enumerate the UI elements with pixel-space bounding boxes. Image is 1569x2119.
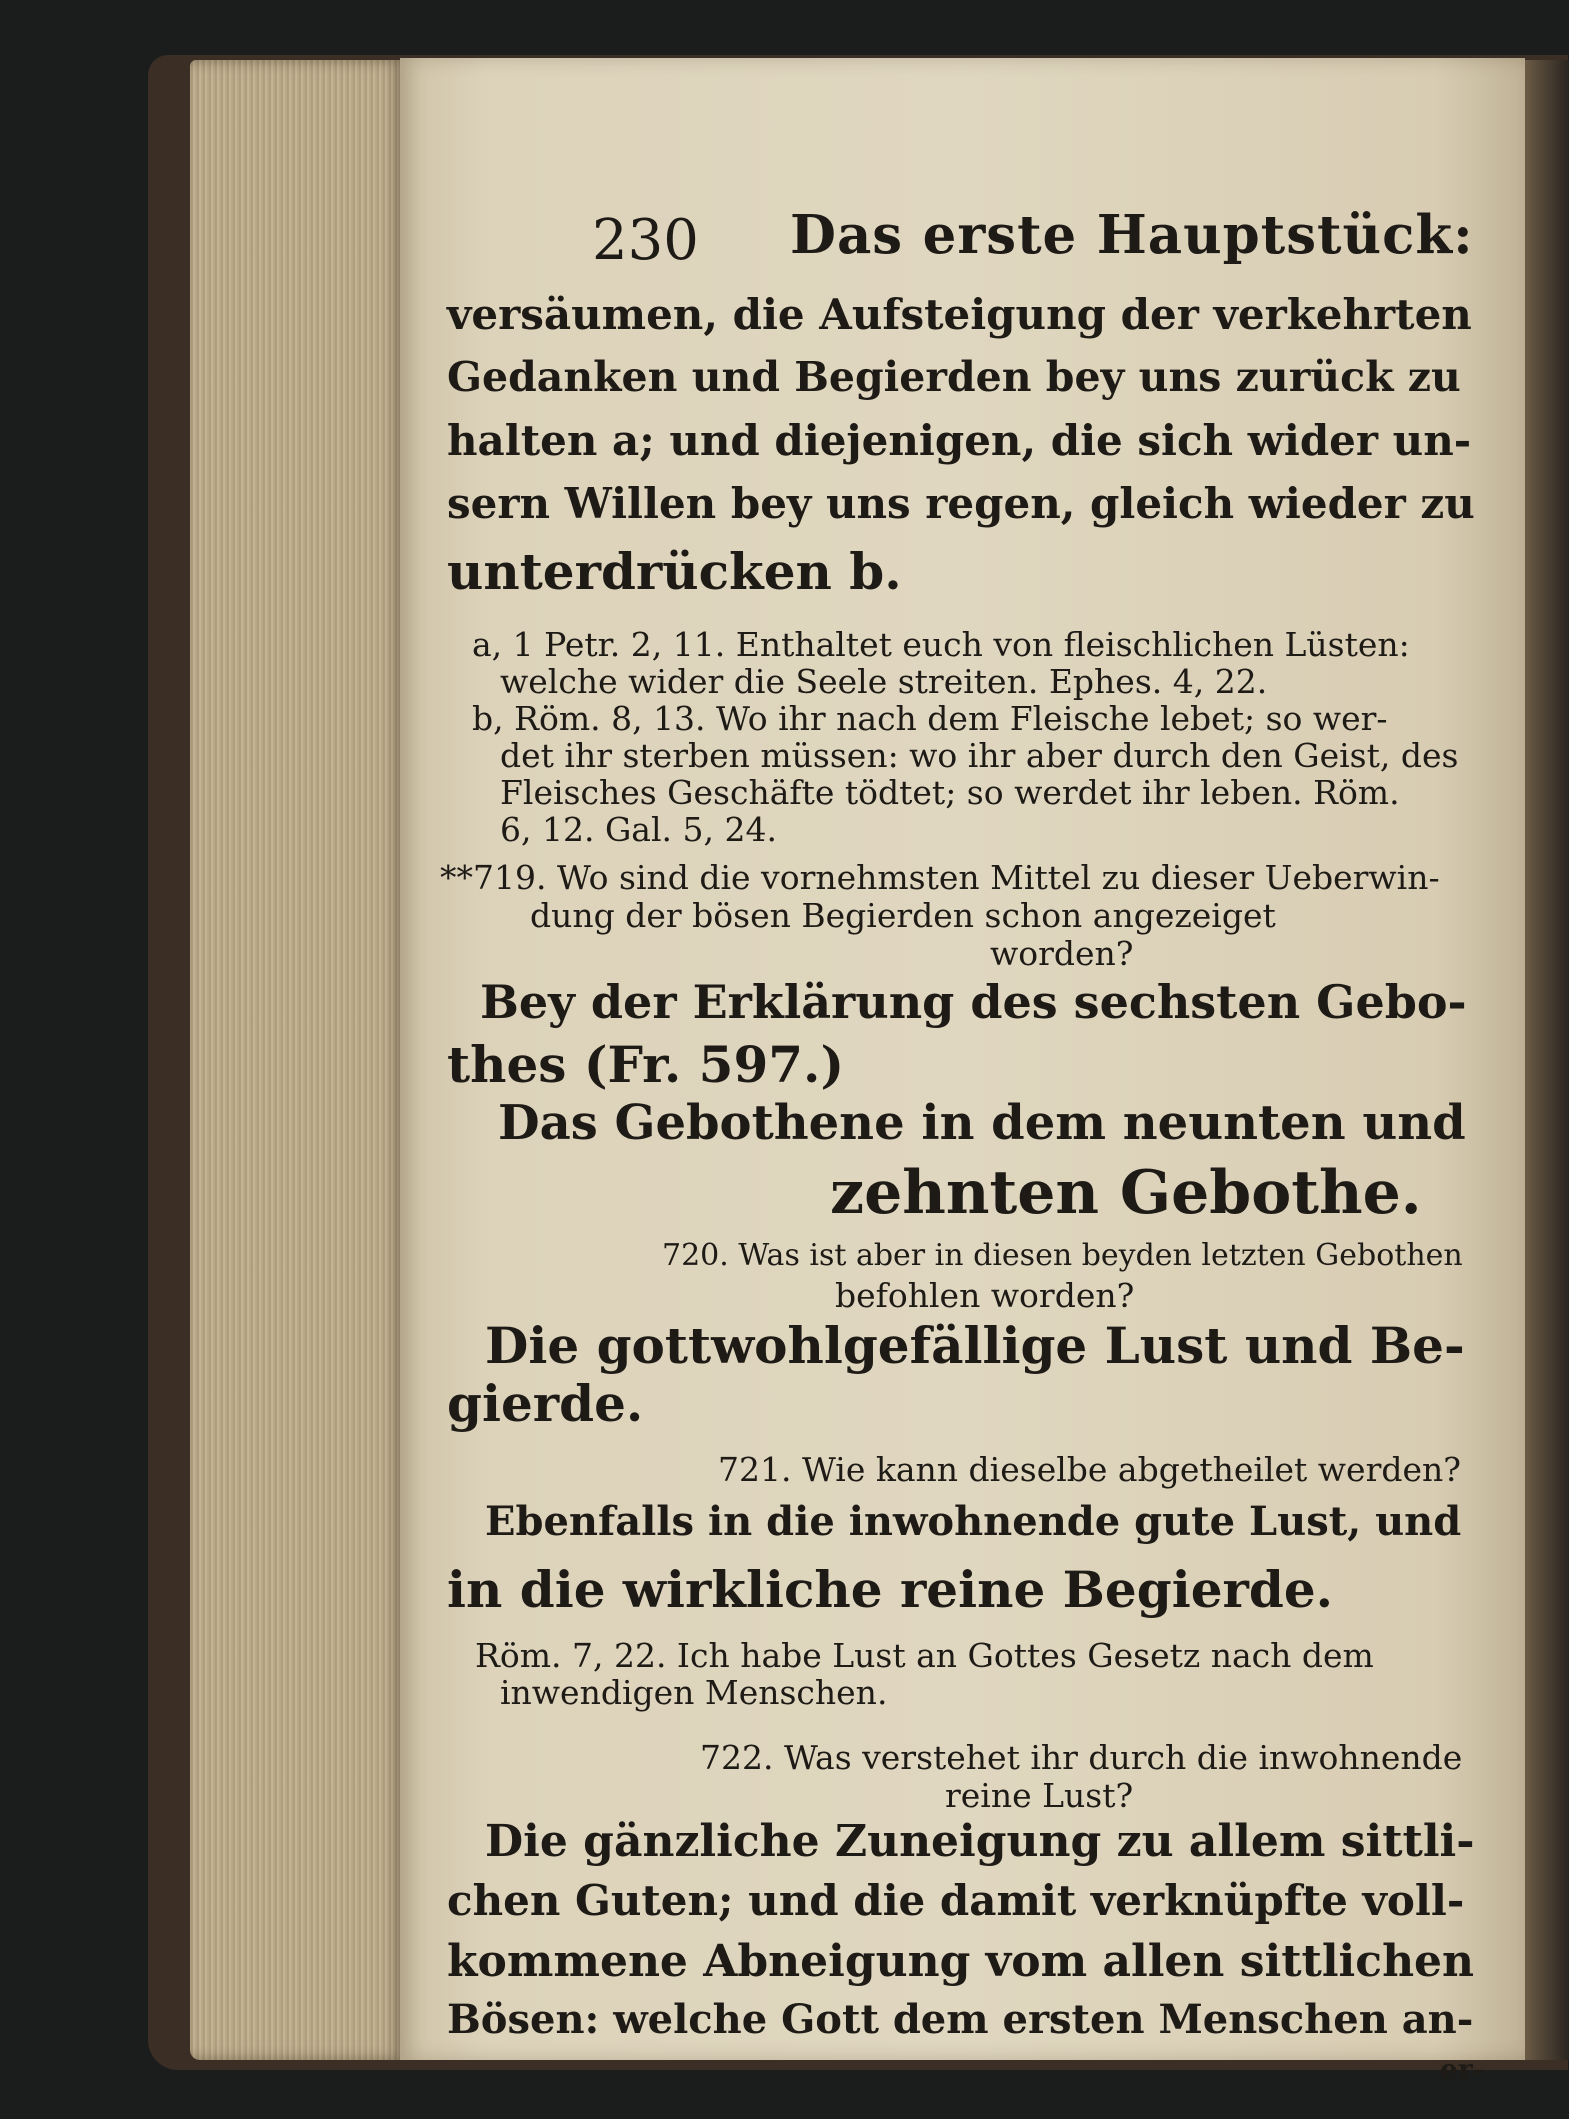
question-line: dung der bösen Begierden schon angezeiget (530, 896, 1276, 935)
answer-line: gierde. (447, 1374, 644, 1433)
page-number: 230 (592, 208, 699, 273)
body-line: unterdrücken b. (447, 542, 902, 601)
answer-line: kommene Abneigung vom allen sittlichen (447, 1936, 1475, 1987)
body-line: halten a; und diejenigen, die sich wider un- (447, 416, 1472, 465)
footnote-line: Fleisches Geschäfte tödtet; so werdet ihr leben. Röm. (500, 773, 1400, 812)
section-heading: zehnten Gebothe. (830, 1158, 1422, 1228)
catchword: er- (1440, 2053, 1485, 2086)
question-line: 722. Was verstehet ihr durch die inwohnende (700, 1738, 1463, 1777)
question-line: reine Lust? (945, 1776, 1134, 1815)
running-head: Das erste Hauptstück: (790, 204, 1474, 266)
body-line: versäumen, die Aufsteigung der verkehrten (447, 290, 1472, 339)
footnote-line: inwendigen Menschen. (500, 1673, 888, 1712)
footnote-line: Röm. 7, 22. Ich habe Lust an Gottes Gesetz nach dem (475, 1636, 1374, 1675)
question-line: **719. Wo sind die vornehmsten Mittel zu dieser Ueberwin- (440, 858, 1440, 897)
question-line: 720. Was ist aber in diesen beyden letzten Gebothen (662, 1238, 1463, 1273)
question-line: 721. Wie kann dieselbe abgetheilet werden? (718, 1450, 1461, 1489)
question-line: worden? (990, 934, 1134, 973)
footnote-line: a, 1 Petr. 2, 11. Enthaltet euch von fleischlichen Lüsten: (472, 625, 1410, 664)
answer-line: Die gänzliche Zuneigung zu allem sittli- (485, 1816, 1475, 1867)
page-edges (190, 60, 405, 2060)
book-page (400, 58, 1525, 2086)
footnote-line: welche wider die Seele streiten. Ephes. 4, 22. (500, 662, 1268, 701)
answer-line: Bösen: welche Gott dem ersten Menschen an- (447, 1996, 1474, 2043)
answer-line: Ebenfalls in die inwohnende gute Lust, und (485, 1498, 1462, 1545)
answer-line: Bey der Erklärung des sechsten Gebo- (480, 975, 1467, 1029)
section-heading: Das Gebothene in dem neunten und (498, 1095, 1466, 1151)
gutter-shadow (1525, 60, 1569, 2060)
answer-line: chen Guten; und die damit verknüpfte voll- (447, 1876, 1465, 1925)
body-line: sern Willen bey uns regen, gleich wieder zu (447, 479, 1475, 528)
footnote-line: det ihr sterben müssen: wo ihr aber durch den Geist, des (500, 736, 1459, 775)
answer-line: in die wirkliche reine Begierde. (447, 1560, 1334, 1619)
question-line: befohlen worden? (835, 1276, 1135, 1315)
answer-line: thes (Fr. 597.) (447, 1035, 845, 1094)
footnote-line: b, Röm. 8, 13. Wo ihr nach dem Fleische lebet; so wer- (472, 699, 1388, 738)
body-line: Gedanken und Begierden bey uns zurück zu (447, 353, 1461, 401)
footnote-line: 6, 12. Gal. 5, 24. (500, 810, 777, 849)
answer-line: Die gottwohlgefällige Lust und Be- (485, 1316, 1465, 1375)
